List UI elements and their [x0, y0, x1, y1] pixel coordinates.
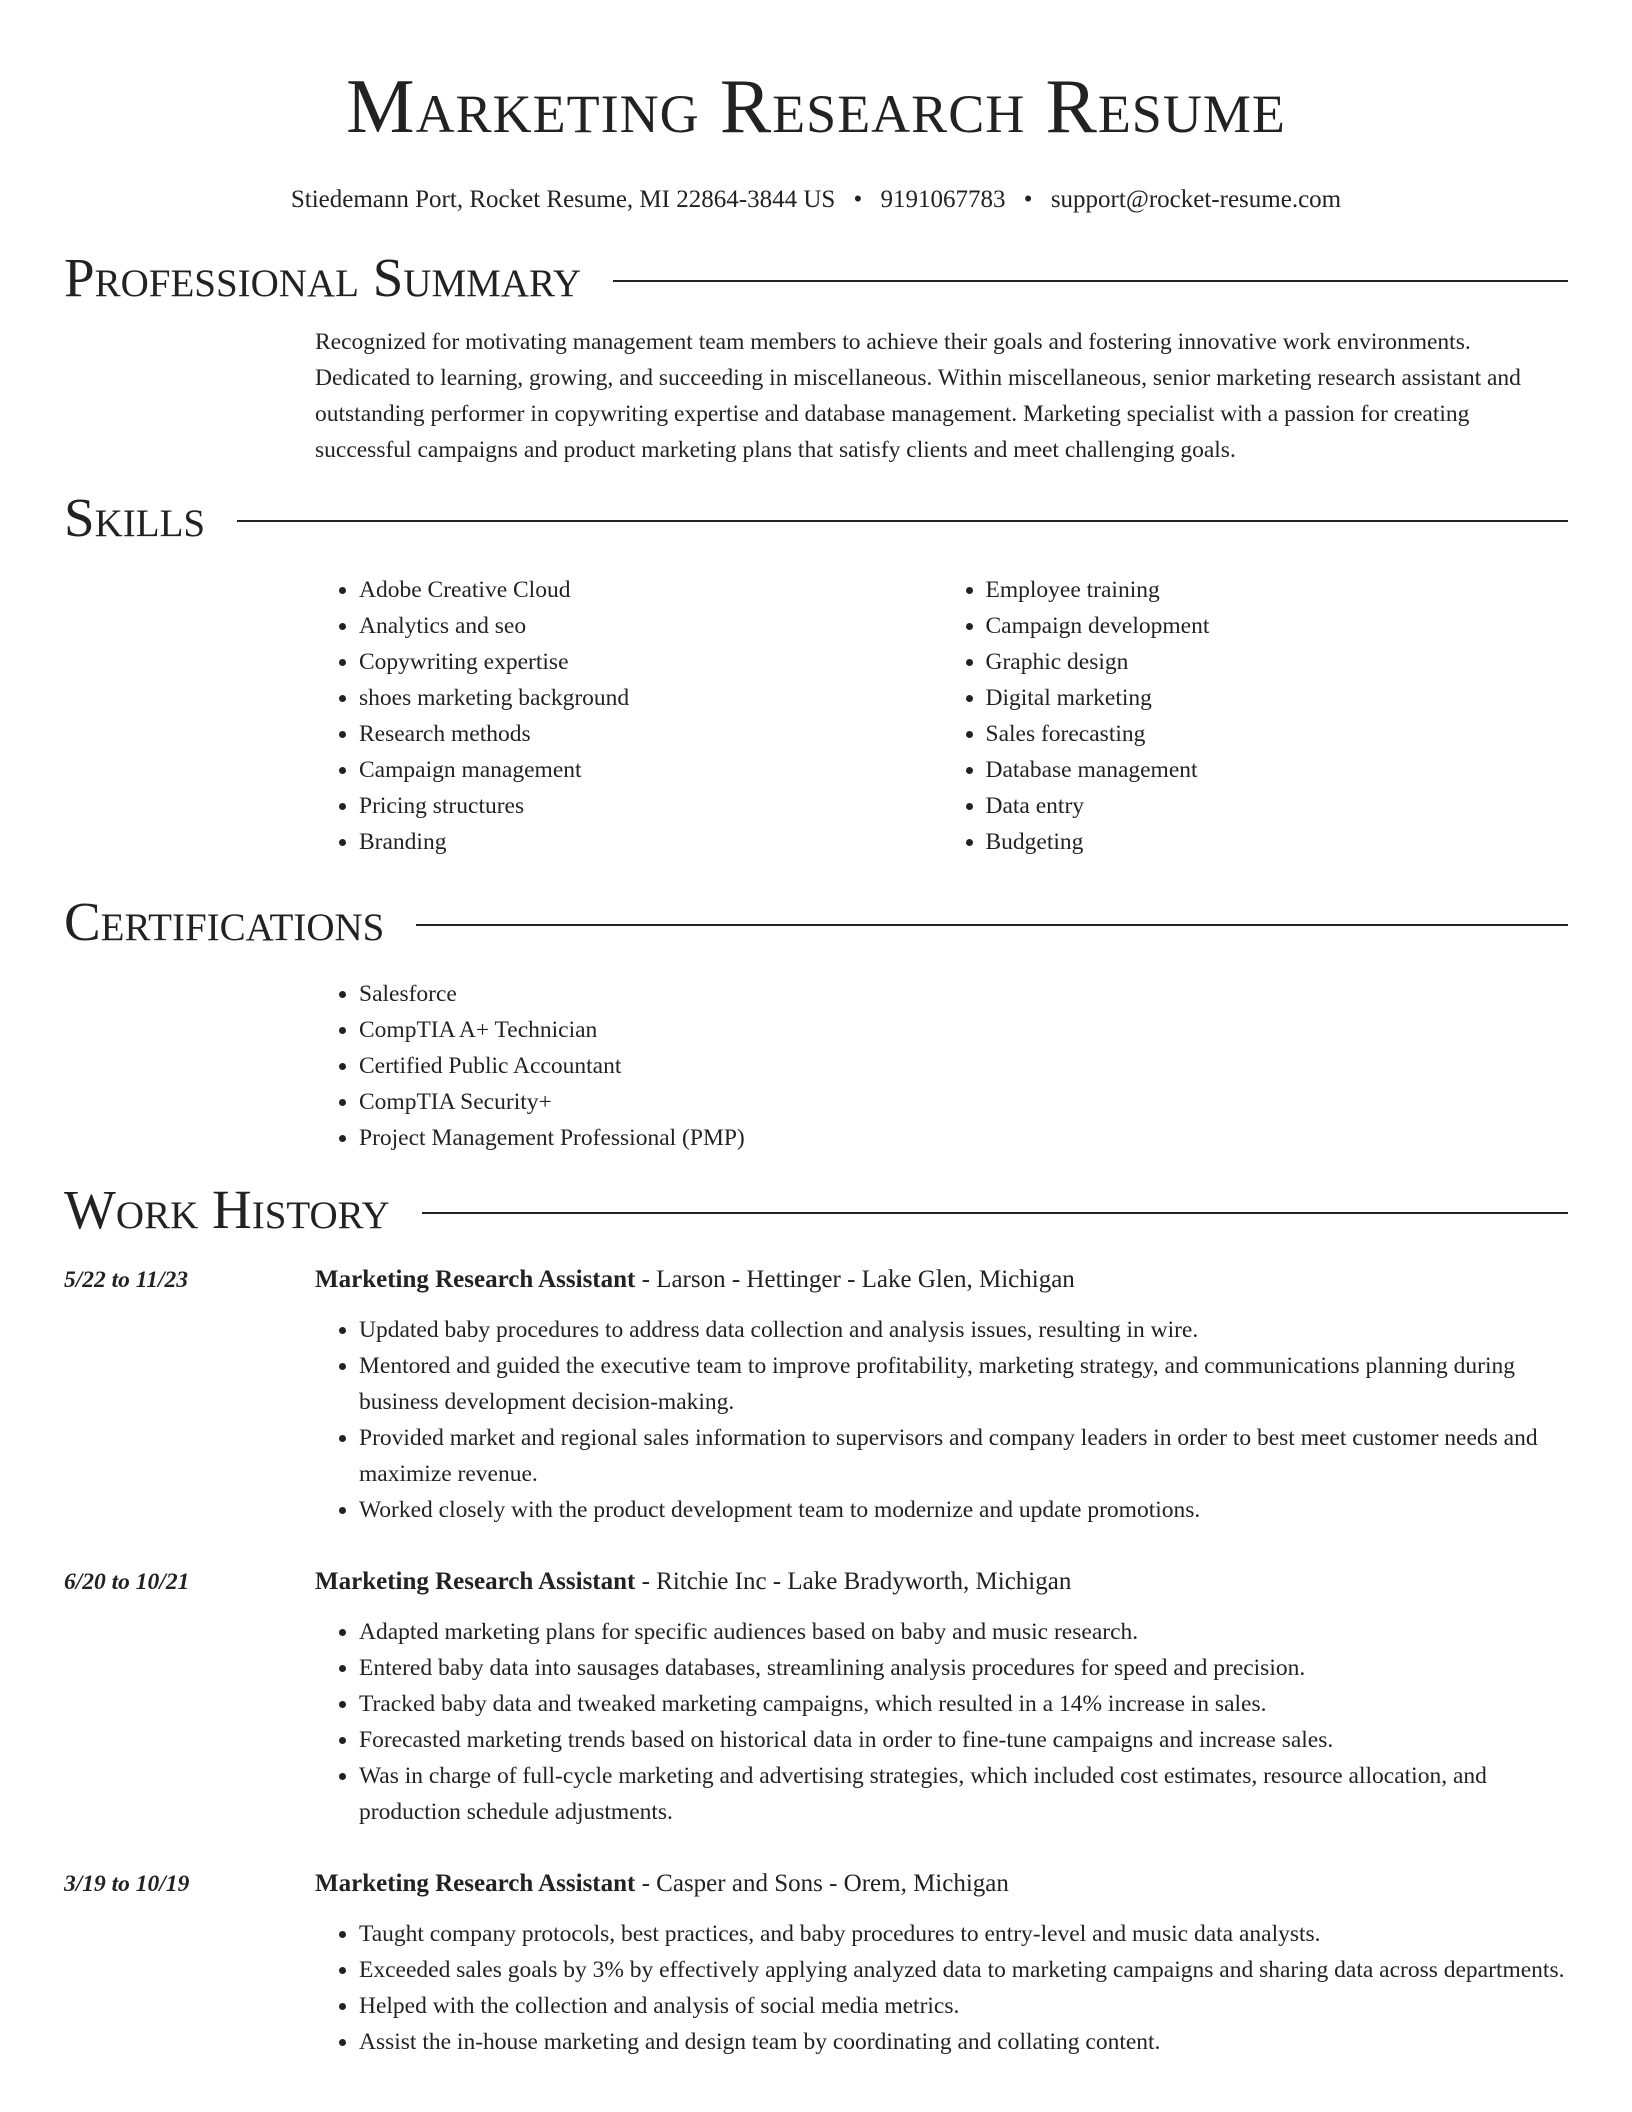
job-role: Marketing Research Assistant [315, 1568, 636, 1595]
skill-item: • Graphic design [986, 644, 1569, 680]
skill-item: • Database management [986, 752, 1569, 788]
resume-name: Marketing Research Resume [346, 63, 1286, 149]
job-bullet: • Worked closely with the product development team to modernize and update promotions. [359, 1492, 1568, 1528]
section-rule [422, 1212, 1568, 1214]
skill-item: • Data entry [986, 788, 1569, 824]
job-heading [315, 1260, 1632, 1300]
skill-item: • Adobe Creative Cloud [359, 572, 942, 608]
section-rule [237, 520, 1568, 522]
skill-item: • Employee training [986, 572, 1569, 608]
job-employer: - Casper and Sons - Orem, Michigan [635, 1870, 1009, 1897]
email: support@rocket-resume.com [1050, 186, 1342, 213]
job-bullet: • Taught company protocols, best practices, and baby procedures to entry-level and music data analysts. [359, 1916, 1568, 1952]
job-entry [0, 1260, 1632, 1528]
job-bullet: • Updated baby procedures to address data collection and analysis issues, resulting in wire. [359, 1312, 1568, 1348]
job-bullets [315, 1614, 1568, 1830]
job-bullet: • Provided market and regional sales information to supervisors and company leaders in order to best meet customer needs and maximize revenue. [359, 1420, 1568, 1492]
contact-line [0, 184, 1632, 216]
section-header [64, 890, 1568, 954]
skill-item: • Pricing structures [359, 788, 942, 824]
section-title: Work History [64, 1179, 390, 1240]
certification-item: • Salesforce [359, 976, 1568, 1012]
job-bullets [315, 1312, 1568, 1528]
job-bullet: • Assist the in-house marketing and design team by coordinating and collating content. [359, 2024, 1568, 2060]
skill-item: • Branding [359, 824, 942, 860]
section-header [64, 486, 1568, 550]
certification-item: • Project Management Professional (PMP) [359, 1120, 1568, 1156]
separator: • [853, 186, 863, 213]
job-role: Marketing Research Assistant [315, 1870, 636, 1897]
certifications-list [315, 976, 1568, 1156]
address: Stiedemann Port, Rocket Resume, MI 22864-3844 US [290, 186, 836, 213]
section-header [64, 1178, 1568, 1242]
section-title: Professional Summary [64, 247, 582, 308]
certifications-section [0, 890, 1632, 1156]
skill-item: • Budgeting [986, 824, 1569, 860]
skill-item: • Copywriting expertise [359, 644, 942, 680]
summary-section [0, 246, 1632, 468]
section-title: Skills [64, 487, 206, 548]
job-employer: - Ritchie Inc - Lake Bradyworth, Michigan [635, 1568, 1072, 1595]
certification-item: • CompTIA Security+ [359, 1084, 1568, 1120]
job-heading [315, 1864, 1632, 1904]
job-bullet: • Exceeded sales goals by 3% by effectively applying analyzed data to marketing campaigns and sharing data across departments. [359, 1952, 1568, 1988]
skill-item: • Campaign management [359, 752, 942, 788]
section-rule [416, 924, 1568, 926]
phone: 9191067783 [880, 186, 1006, 213]
section-header [64, 246, 1568, 310]
job-entry [0, 1562, 1632, 1830]
job-entry [0, 1864, 1632, 2060]
skill-item: • Campaign development [986, 608, 1569, 644]
job-bullet: • Helped with the collection and analysis of social media metrics. [359, 1988, 1568, 2024]
job-bullet: • Forecasted marketing trends based on historical data in order to fine-tune campaigns and increase sales. [359, 1722, 1568, 1758]
job-dates: 5/22 to 11/23 [64, 1267, 189, 1293]
skills-list-left [315, 572, 942, 860]
section-rule [613, 280, 1568, 282]
job-bullet: • Mentored and guided the executive team to improve profitability, marketing strategy, and communications planning during business development decision-making. [359, 1348, 1568, 1420]
skills-section [0, 486, 1632, 860]
certification-item: • Certified Public Accountant [359, 1048, 1568, 1084]
skill-item: • Digital marketing [986, 680, 1569, 716]
section-title: Certifications [64, 891, 385, 952]
summary-text: Recognized for motivating management team members to achieve their goals and fostering innovative work environments. Dedicated to learning, growing, and succeeding in miscellaneous. Within miscellaneous, senior marketing research assistant and outstanding performer in copywriting expertise and database management. Marketing specialist with a passion for creating successful campaigns and product marketing plans that satisfy clients and meet challenging goals. [315, 329, 1521, 463]
skill-item: • Analytics and seo [359, 608, 942, 644]
job-bullet: • Entered baby data into sausages databases, streamlining analysis procedures for speed and precision. [359, 1650, 1568, 1686]
separator: • [1023, 186, 1033, 213]
certification-item: • CompTIA A+ Technician [359, 1012, 1568, 1048]
job-role: Marketing Research Assistant [315, 1266, 636, 1293]
skills-grid [315, 572, 1568, 860]
work-history-section [0, 1178, 1632, 2060]
certifications-body [315, 976, 1568, 1156]
job-dates: 6/20 to 10/21 [64, 1569, 190, 1595]
job-bullets [315, 1916, 1568, 2060]
skills-list-right [942, 572, 1569, 860]
skill-item: • Research methods [359, 716, 942, 752]
job-bullet: • Tracked baby data and tweaked marketing campaigns, which resulted in a 14% increase in sales. [359, 1686, 1568, 1722]
job-bullet: • Adapted marketing plans for specific audiences based on baby and music research. [359, 1614, 1568, 1650]
job-heading [315, 1562, 1632, 1602]
skill-item: • Sales forecasting [986, 716, 1569, 752]
job-employer: - Larson - Hettinger - Lake Glen, Michigan [635, 1266, 1075, 1293]
job-dates: 3/19 to 10/19 [64, 1871, 190, 1897]
skill-item: • shoes marketing background [359, 680, 942, 716]
job-bullet: • Was in charge of full-cycle marketing and advertising strategies, which included cost estimates, resource allocation, and production schedule adjustments. [359, 1758, 1568, 1830]
